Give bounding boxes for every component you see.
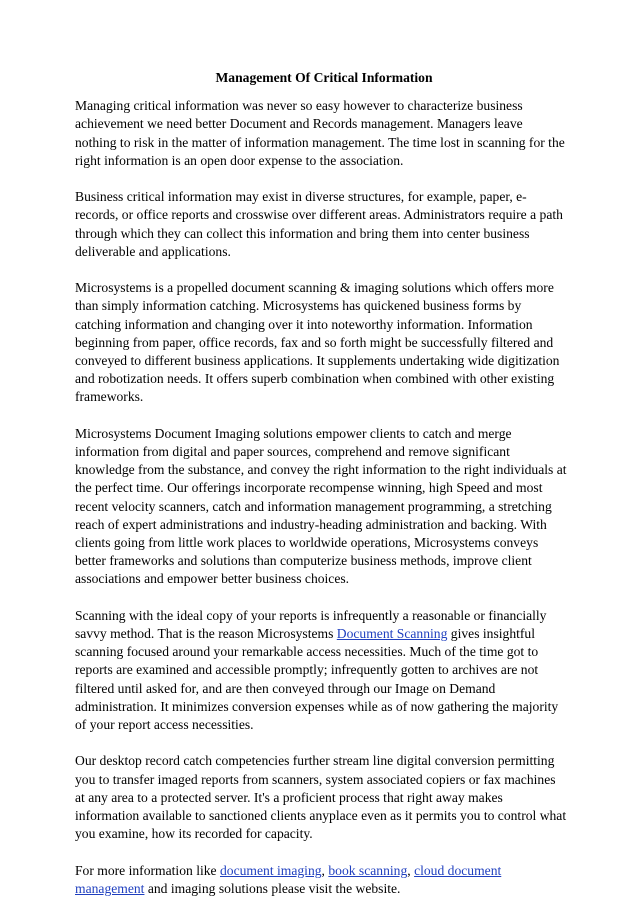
more-info-separator: , [321,862,329,878]
paragraph-business-critical: Business critical information may exist in diverse structures, for example, paper, e-records, or office reports and crosswise over different areas. Administrators require a path through which they can collect this information and bring them into center business deliverable and applications. [75,189,563,259]
document-imaging-link[interactable]: document imaging [219,862,322,878]
paragraph-more-information [75,862,567,898]
paragraph-microsystems-overview: Microsystems is a propelled document scanning & imaging solutions which offers more than simply information catching. Microsystems has quickened business forms by catching information and changing over it into noteworthy information. Information beginning from paper, office records, fax and so forth might be successfully filtered and conveyed to different business applications. It supplements undertaking wide digitization and robotization needs. It offers superb combination when combined with other existing frameworks. [75,280,560,405]
paragraph-scanning-text-after: gives insightful scanning focused around your remarkable access necessities. Much of the time got to reports are examined and accessible promptly; infrequently gotten to archives are not filtered until asked for, and are then conveyed through our Image on Demand administration. It minimizes conversion expenses while as of now gathering the majority of your report access necessities. [75,626,559,733]
paragraph-intro: Managing critical information was never so easy however to characterize business achievement we need better Document and Records management. Managers leave nothing to risk in the matter of information management. The time lost in scanning for the right information is an open door expense to the association. [75,98,565,168]
more-info-text-after: and imaging solutions please visit the website. [144,880,401,896]
cloud-document-management-link[interactable]: cloud document management [75,862,502,896]
more-info-separator: , [407,862,415,878]
paragraph-document-imaging-solutions: Microsystems Document Imaging solutions empower clients to catch and merge information from digital and paper sources, comprehend and remove significant knowledge from the substance, and convey the right information to the right individuals at the perfect time. Our offerings incorporate recompense winning, high Speed and most recent velocity scanners, catch and information management programming, a stretching reach of expert administrations and industry-heading administration and backing. With clients going from little work places to worldwide operations, Microsystems conveys better frameworks and solutions than computerize business methods, improve client associations and empower better business choices. [75,425,567,587]
book-scanning-link[interactable]: book scanning [328,862,408,878]
paragraph-desktop-capture: Our desktop record catch competencies further stream line digital conversion permitting you to transfer imaged reports from scanners, system associated copiers or fax machines at any area to a protected server. It's a proficient process that right away makes information available to sanctioned clients anyplace even as it permits you to control what you examine, how its recorded for capacity. [75,753,567,842]
more-info-text-before: For more information like [75,862,220,878]
paragraph-scanning-text-before: Scanning with the ideal copy of your reports is infrequently a reasonable or financially savvy method. That is the reason Microsystems [75,607,547,642]
document-scanning-link[interactable]: Document Scanning [336,626,448,642]
document-page [75,69,567,898]
document-title: Management Of Critical Information [215,70,433,85]
paragraph-scanning [75,607,567,734]
